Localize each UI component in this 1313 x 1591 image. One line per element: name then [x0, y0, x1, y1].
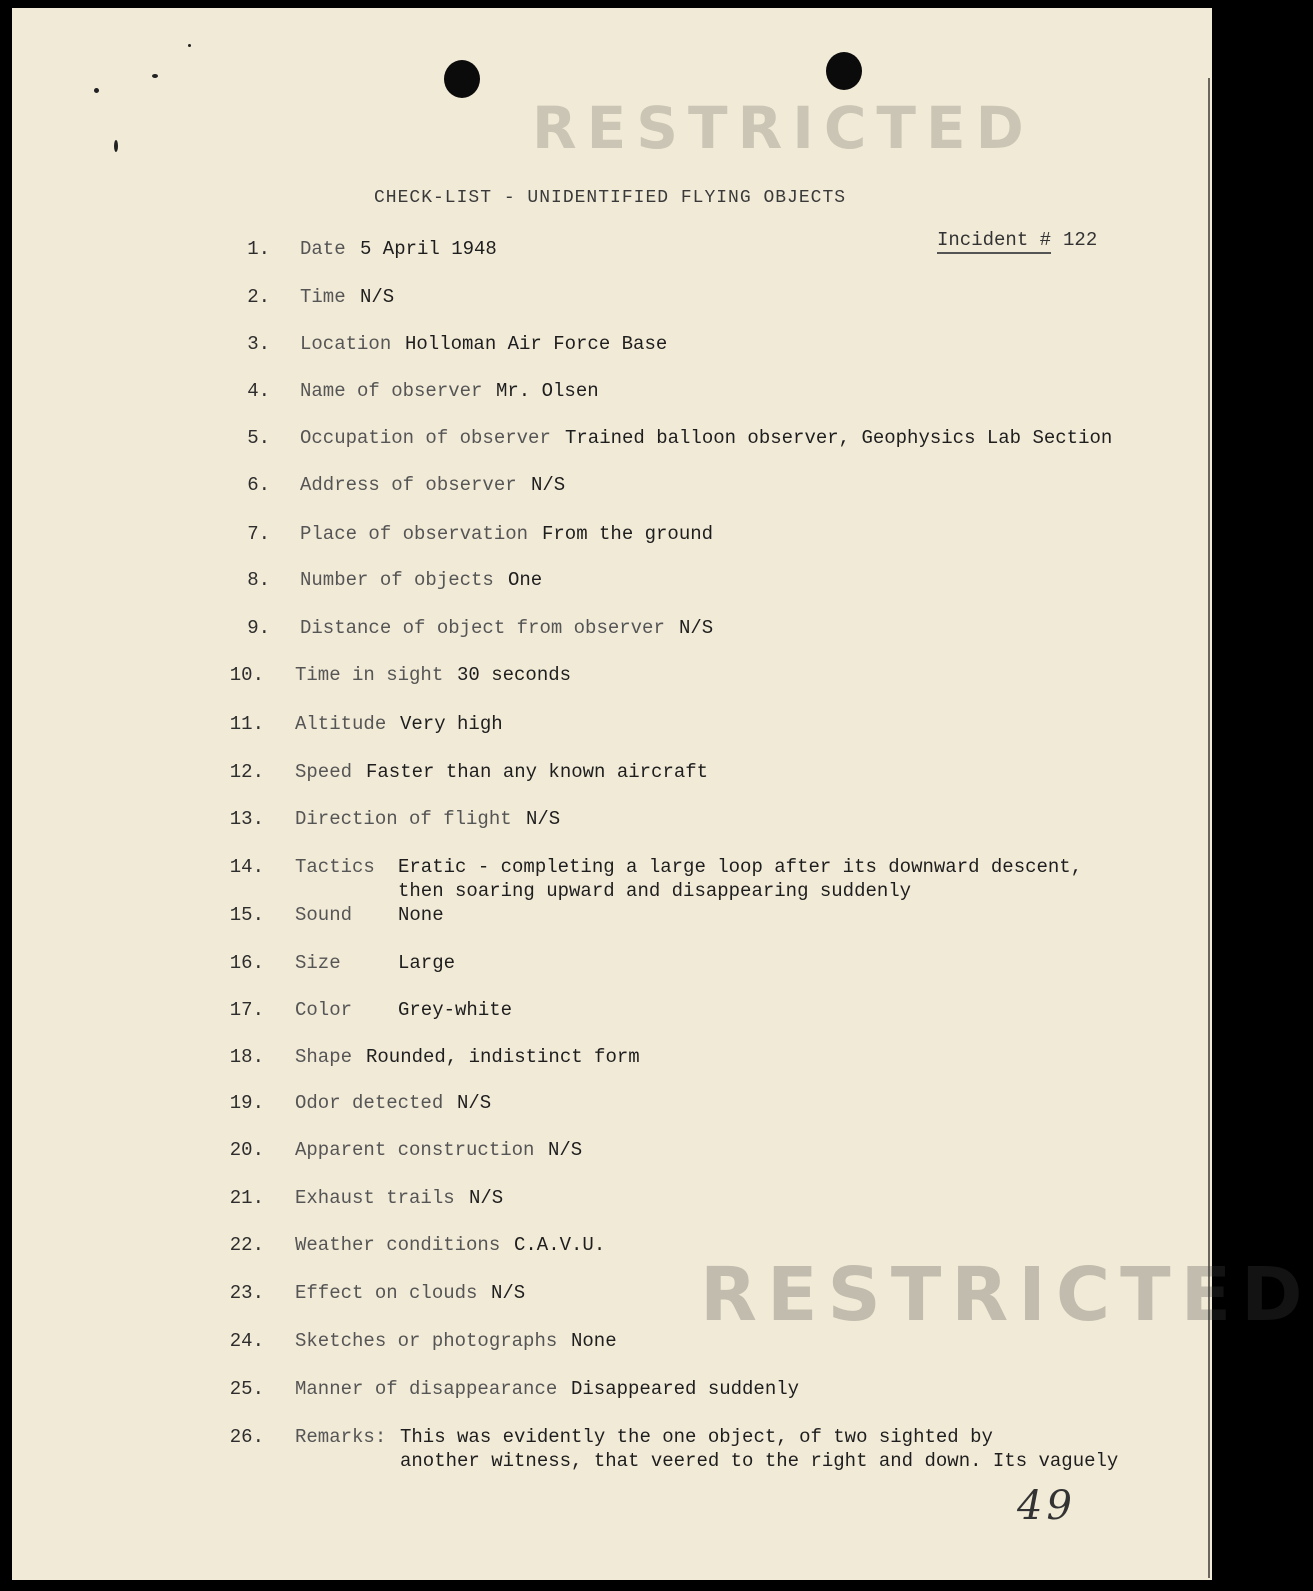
item-number: 18. — [229, 1046, 264, 1068]
item-label: Sketches or photographs — [295, 1330, 558, 1352]
item-number: 22. — [229, 1234, 264, 1256]
checklist-item — [12, 808, 1212, 848]
item-label: Address of observer — [300, 474, 517, 496]
ink-speck — [94, 88, 99, 93]
item-label: Time — [300, 286, 346, 308]
item-value: N/S — [457, 1092, 492, 1114]
item-number: 26. — [229, 1426, 264, 1448]
item-label: Shape — [295, 1046, 353, 1068]
item-value: N/S — [469, 1187, 504, 1209]
item-label: Name of observer — [300, 380, 483, 402]
incident-label: Incident # — [937, 229, 1051, 254]
item-value: Mr. Olsen — [496, 380, 599, 402]
punch-hole-left — [444, 60, 480, 98]
item-number: 13. — [229, 808, 264, 830]
checklist-item — [12, 1092, 1212, 1132]
ink-speck — [114, 140, 118, 152]
checklist-item — [12, 761, 1212, 801]
checklist-item — [12, 238, 1212, 278]
item-label: Number of objects — [300, 569, 494, 591]
item-value: One — [508, 569, 543, 591]
item-value: Trained balloon observer, Geophysics Lab Section — [565, 427, 1113, 449]
ink-speck — [152, 74, 158, 78]
checklist-item — [12, 1139, 1212, 1179]
checklist-item — [12, 617, 1212, 657]
checklist-item — [12, 664, 1212, 704]
item-value: This was evidently the one object, of two sighted by — [400, 1426, 993, 1448]
item-label: Sound — [295, 904, 353, 926]
item-value: N/S — [360, 286, 395, 308]
checklist-item — [12, 1378, 1212, 1418]
document-page — [12, 8, 1313, 1580]
item-value: N/S — [548, 1139, 583, 1161]
checklist-item — [12, 952, 1212, 992]
item-value: Large — [398, 952, 456, 974]
checklist-item — [12, 999, 1212, 1039]
item-value: None — [571, 1330, 617, 1352]
item-label: Size — [295, 952, 341, 974]
handwritten-page-number: 49 — [1017, 1483, 1076, 1529]
item-label: Effect on clouds — [295, 1282, 478, 1304]
item-label: Manner of disappearance — [295, 1378, 558, 1400]
item-value-continuation: then soaring upward and disappearing suddenly — [398, 880, 912, 902]
item-value: From the ground — [542, 523, 714, 545]
item-label: Altitude — [295, 713, 387, 735]
item-value: Very high — [400, 713, 503, 735]
item-value-continuation: another witness, that veered to the right and down. Its vaguely — [400, 1450, 1119, 1472]
item-label: Date — [300, 238, 346, 260]
item-value: 5 April 1948 — [360, 238, 497, 260]
checklist-item — [12, 713, 1212, 753]
item-number: 5. — [247, 427, 270, 449]
checklist-item — [12, 856, 1212, 902]
item-number: 16. — [229, 952, 264, 974]
incident-value: 122 — [1063, 229, 1098, 251]
checklist-item — [12, 1426, 1212, 1472]
item-label: Occupation of observer — [300, 427, 551, 449]
item-number: 4. — [247, 380, 270, 402]
item-value: N/S — [679, 617, 714, 639]
item-number: 3. — [247, 333, 270, 355]
restricted-stamp-top: RESTRICTED — [532, 94, 1034, 162]
item-number: 7. — [247, 523, 270, 545]
punch-hole-right — [826, 52, 862, 90]
item-number: 14. — [229, 856, 264, 878]
item-number: 15. — [229, 904, 264, 926]
ink-speck — [188, 44, 191, 47]
item-label: Apparent construction — [295, 1139, 535, 1161]
checklist-item — [12, 523, 1212, 563]
item-number: 6. — [247, 474, 270, 496]
item-label: Direction of flight — [295, 808, 512, 830]
item-value: 30 seconds — [457, 664, 572, 686]
document-title: CHECK-LIST - UNIDENTIFIED FLYING OBJECTS — [374, 188, 847, 208]
item-number: 1. — [247, 238, 270, 260]
item-number: 9. — [247, 617, 270, 639]
item-value: Grey-white — [398, 999, 513, 1021]
item-value: Disappeared suddenly — [571, 1378, 800, 1400]
checklist-item — [12, 333, 1212, 373]
item-label: Odor detected — [295, 1092, 444, 1114]
item-label: Location — [300, 333, 392, 355]
checklist-item — [12, 1046, 1212, 1086]
item-label: Time in sight — [295, 664, 444, 686]
item-value: None — [398, 904, 444, 926]
item-number: 12. — [229, 761, 264, 783]
item-value: Eratic - completing a large loop after its downward descent, — [398, 856, 1083, 878]
checklist-item — [12, 380, 1212, 420]
item-value: Holloman Air Force Base — [405, 333, 668, 355]
item-number: 21. — [229, 1187, 264, 1209]
checklist-item — [12, 569, 1212, 609]
item-number: 23. — [229, 1282, 264, 1304]
item-label: Place of observation — [300, 523, 529, 545]
item-number: 19. — [229, 1092, 264, 1114]
item-label: Speed — [295, 761, 353, 783]
item-number: 20. — [229, 1139, 264, 1161]
item-label: Weather conditions — [295, 1234, 501, 1256]
item-label: Remarks: — [295, 1426, 387, 1448]
item-value: N/S — [491, 1282, 526, 1304]
item-value: Faster than any known aircraft — [366, 761, 709, 783]
item-number: 25. — [229, 1378, 264, 1400]
checklist-item — [12, 1187, 1212, 1227]
checklist-item — [12, 286, 1212, 326]
item-value: N/S — [526, 808, 561, 830]
item-value: C.A.V.U. — [514, 1234, 606, 1256]
item-number: 10. — [229, 664, 264, 686]
item-number: 2. — [247, 286, 270, 308]
item-number: 8. — [247, 569, 270, 591]
item-label: Color — [295, 999, 353, 1021]
item-value: N/S — [531, 474, 566, 496]
item-label: Exhaust trails — [295, 1187, 455, 1209]
item-label: Tactics — [295, 856, 375, 878]
checklist-item — [12, 904, 1212, 944]
restricted-stamp-bottom: RESTRICTED — [700, 1252, 1313, 1338]
checklist-item — [12, 427, 1212, 467]
item-number: 24. — [229, 1330, 264, 1352]
item-number: 17. — [229, 999, 264, 1021]
item-value: Rounded, indistinct form — [366, 1046, 640, 1068]
item-label: Distance of object from observer — [300, 617, 665, 639]
item-number: 11. — [229, 713, 264, 735]
checklist-item — [12, 474, 1212, 514]
